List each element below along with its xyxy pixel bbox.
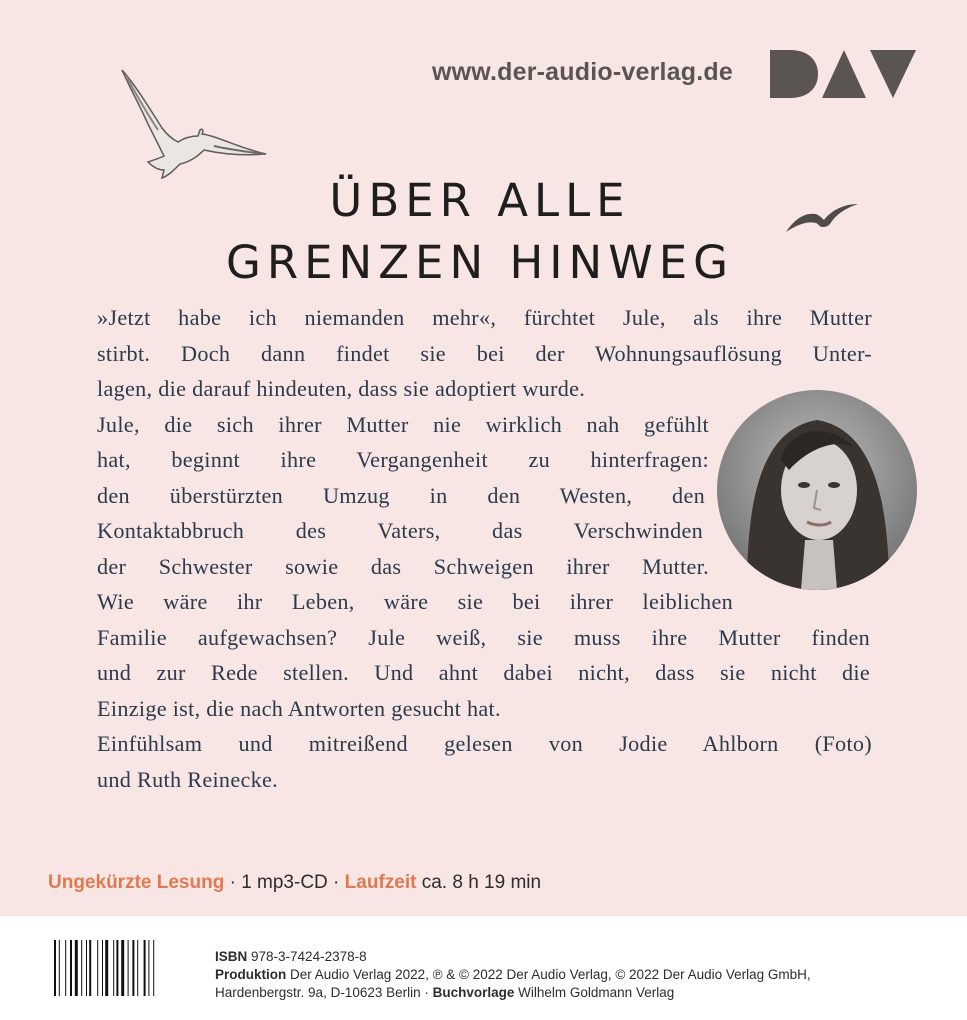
- dav-logo: [768, 48, 918, 100]
- address: Hardenbergstr. 9a, D-10623 Berlin ·: [215, 985, 433, 1000]
- format-info: · 1 mp3-CD ·: [224, 872, 345, 893]
- description-line: »Jetzt habe ich niemanden mehr«, fürchtet Jule, als ihre Mutter: [97, 305, 872, 330]
- production-label: Produktion: [215, 967, 287, 982]
- description-line: Einzige ist, die nach Antworten gesucht hat.: [97, 695, 501, 721]
- title-line-1: ÜBER ALLE: [329, 174, 631, 227]
- narrator-photo: [717, 390, 917, 590]
- barcode-bar: [89, 940, 91, 996]
- barcode-bar: [59, 940, 60, 996]
- seagull-small-icon: [784, 198, 860, 236]
- barcode-bar: [102, 940, 103, 996]
- barcode-bar: [148, 940, 149, 996]
- description-line: Jule, die sich ihrer Mutter nie wirklich nah gefühlt: [97, 411, 709, 437]
- barcode-bar: [132, 940, 134, 996]
- barcode-bar: [121, 940, 124, 996]
- isbn-label: ISBN: [215, 949, 248, 964]
- barcode-bar: [113, 940, 114, 996]
- description-line: Wie wäre ihr Leben, wäre sie bei ihrer leiblichen: [97, 589, 733, 614]
- barcode-bar: [128, 940, 129, 996]
- barcode-bar: [105, 940, 108, 996]
- isbn-value: 978-3-7424-2378-8: [247, 949, 367, 964]
- description-line: hat, beginnt ihre Vergangenheit zu hinterfragen:: [97, 447, 709, 472]
- description-line: der Schwester sowie das Schweigen ihrer Mutter.: [97, 553, 709, 579]
- product-info: [48, 872, 541, 894]
- barcode-bar: [153, 940, 154, 996]
- description-line: lagen, die darauf hindeuten, dass sie adoptiert wurde.: [97, 376, 586, 401]
- barcode-bar: [65, 940, 66, 996]
- runtime-value: ca. 8 h 19 min: [416, 872, 542, 893]
- production-value: Der Audio Verlag 2022, ℗ & © 2022 Der Audio Verlag, © 2022 Der Audio Verlag GmbH,: [286, 967, 811, 982]
- book-title: [180, 170, 780, 294]
- barcode-bar: [86, 940, 87, 996]
- barcode: [54, 940, 188, 996]
- description-line: den überstürzten Umzug in den Westen, den: [97, 482, 705, 508]
- barcode-bar: [70, 940, 72, 996]
- publisher-url[interactable]: www.der-audio-verlag.de: [432, 58, 733, 86]
- source-label: Buchvorlage: [432, 985, 515, 1000]
- barcode-bar: [137, 940, 138, 996]
- source-value: Wilhelm Goldmann Verlag: [514, 985, 675, 1000]
- address-line: [215, 984, 811, 1002]
- description-line: stirbt. Doch dann findet sie bei der Wohnungsauflösung Unter-: [97, 340, 872, 366]
- description-line: und zur Rede stellen. Und ahnt dabei nicht, dass sie nicht die: [97, 660, 870, 685]
- runtime-label: Laufzeit: [344, 872, 417, 893]
- legal-info: [215, 948, 811, 1002]
- description-line: Kontaktabbruch des Vaters, das Verschwinden: [97, 518, 703, 543]
- barcode-bar: [97, 940, 98, 996]
- unabridged-label: Ungekürzte Lesung: [48, 872, 225, 893]
- title-line-2: GRENZEN HINWEG: [225, 236, 735, 289]
- barcode-bar: [144, 940, 146, 996]
- barcode-bar: [81, 940, 82, 996]
- isbn-line: [215, 948, 811, 966]
- barcode-bar: [75, 940, 78, 996]
- description-line: Einfühlsam und mitreißend gelesen von Jodie Ahlborn (Foto): [97, 731, 872, 756]
- production-line: [215, 966, 811, 984]
- barcode-bar: [54, 940, 56, 996]
- seagull-large-icon: [118, 66, 270, 184]
- description-line: und Ruth Reinecke.: [97, 766, 279, 792]
- description-line: Familie aufgewachsen? Jule weiß, sie muss ihre Mutter finden: [97, 624, 870, 650]
- barcode-bar: [116, 940, 118, 996]
